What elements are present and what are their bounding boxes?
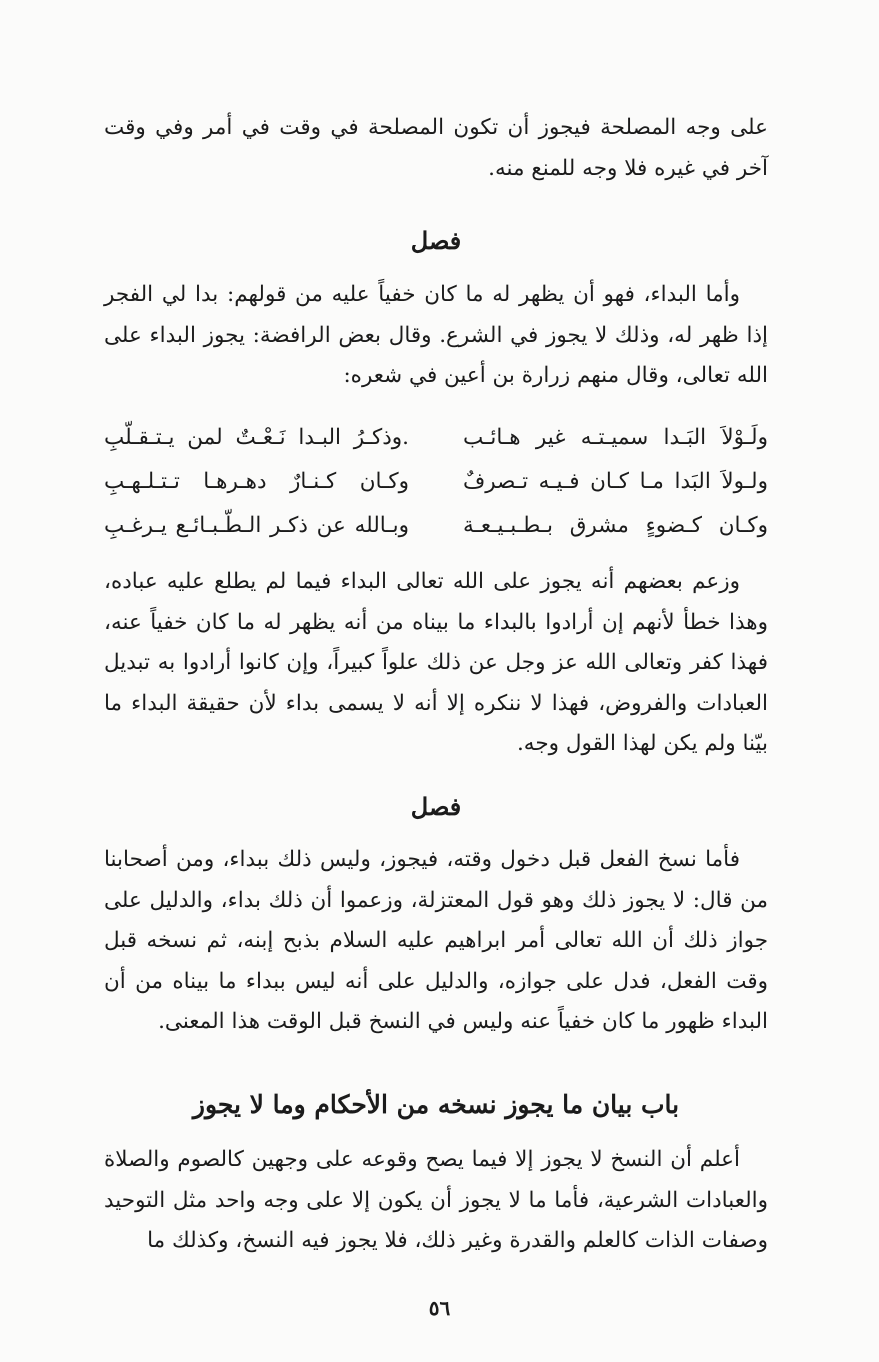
text-block-naskh bbox=[104, 840, 768, 1043]
paragraph-continuation: على وجه المصلحة فيجوز أن تكون المصلحة في وقت في أمر وفي وقت آخر في غيره فلا وجه للمنع منه. bbox=[104, 115, 768, 181]
poem bbox=[104, 416, 768, 548]
verse-first-hemistich: وكـان كـضوءٍ مشرق بـطـبـيـعـة bbox=[463, 513, 768, 538]
paragraph-chapter: أعلم أن النسخ لا يجوز إلا فيما يصح وقوعه على وجهين كالصوم والصلاة والعبادات الشرعية، فأما ما لا يجوز أن يكون إلا على وجه واحد مثل التوحيد وصفات الذات كالعلم والقدرة وغير ذلك، فلا يجوز فيه النسخ، وكذلك ما bbox=[104, 1147, 768, 1253]
verse-second-hemistich: وكـان كـنـارٌ دهـرهـا تـتـلـهـبِ bbox=[104, 469, 409, 494]
section-heading-2: فصل bbox=[410, 792, 462, 821]
verse-first-hemistich: ولَـوْلاَ البَـدا سميـتـه غير هـائـب bbox=[463, 425, 768, 450]
text-block-refutation bbox=[104, 562, 768, 765]
page-number: ٥٦ bbox=[428, 1296, 451, 1320]
poem-verse bbox=[104, 504, 768, 548]
paragraph-refutation: وزعم بعضهم أنه يجوز على الله تعالى البداء فيما لم يطلع عليه عباده، وهذا خطأ لأنهم إن أرادوا بالبداء ما بيناه من أنه يظهر له ما كان خفياً عنه، فهذا كفر وتعالى الله عز وجل عن ذلك علواً كبيراً، وإن كانوا أرادوا به تبديل العبادات والفروض، فهذا لا ننكره إلا أنه لا يسمى بداء لأن حقيقة البداء ما بيّنا ولم يكن لهذا القول وجه. bbox=[104, 569, 768, 756]
text-block-bada bbox=[104, 275, 768, 397]
text-block-top bbox=[104, 108, 768, 189]
text-block-chapter bbox=[104, 1140, 768, 1262]
poem-verse bbox=[104, 416, 768, 460]
chapter-heading: باب بيان ما يجوز نسخه من الأحكام وما لا يجوز bbox=[192, 1090, 680, 1119]
poem-verse bbox=[104, 460, 768, 504]
section-heading-1: فصل bbox=[410, 226, 462, 255]
verse-second-hemistich: .وذكـرُ البـدا نَـعْـتٌ لمن يـتـقـلّبِ bbox=[104, 425, 409, 450]
verse-second-hemistich: وبـالله عن ذكـر الـطّـبـائـع يـرغـبِ bbox=[104, 513, 409, 538]
paragraph-bada: وأما البداء، فهو أن يظهر له ما كان خفياً عليه من قولهم: بدا لي الفجر إذا ظهر له، وذلك لا يجوز في الشرع. وقال بعض الرافضة: يجوز البداء على الله تعالى، وقال منهم زرارة بن أعين في شعره: bbox=[104, 282, 768, 388]
verse-first-hemistich: ولـولاَ البَدا مـا كـان فـيـه تـصرفٌ bbox=[463, 469, 768, 494]
paragraph-naskh: فأما نسخ الفعل قبل دخول وقته، فيجوز، وليس ذلك ببداء، ومن أصحابنا من قال: لا يجوز ذلك وهو قول المعتزلة، وزعموا أن ذلك بداء، والدليل على جواز ذلك أن الله تعالى أمر ابراهيم عليه السلام بذبح إبنه، ثم نسخه قبل وقت الفعل، فدل على جوازه، والدليل على أنه ليس ببداء ما بيناه من أن البداء ظهور ما كان خفياً عنه وليس في النسخ قبل الوقت هذا المعنى. bbox=[104, 847, 768, 1034]
